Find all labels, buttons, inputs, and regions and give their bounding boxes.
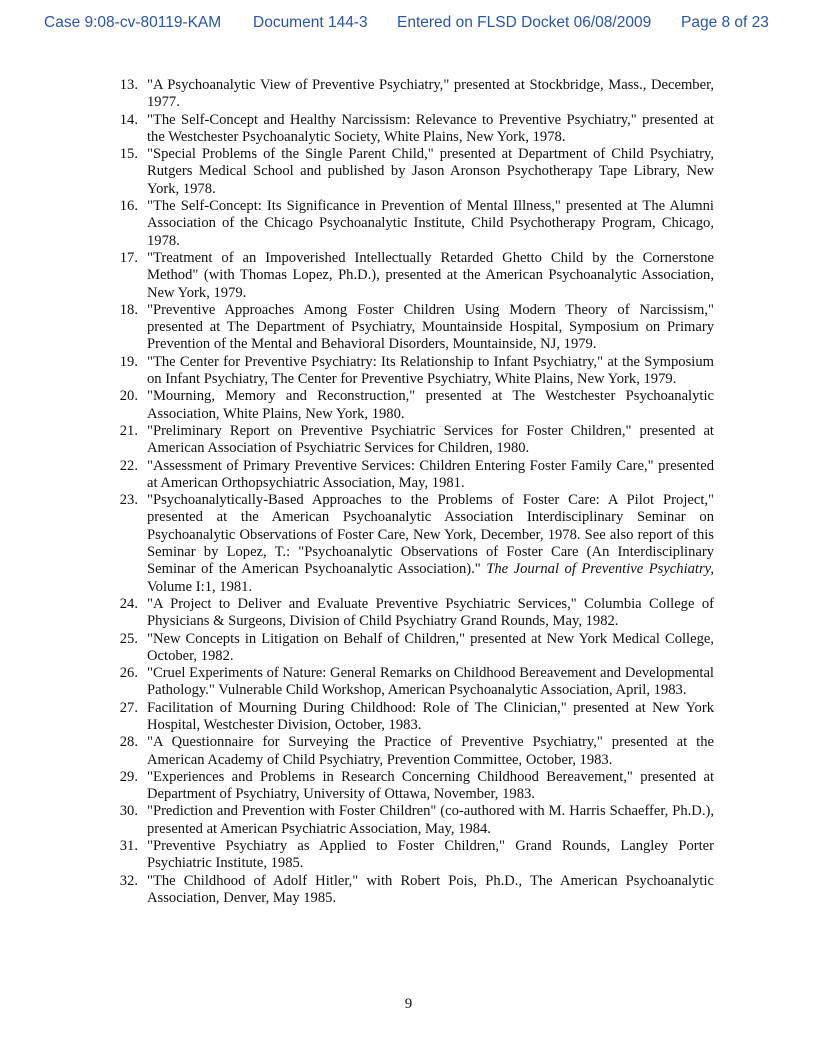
item-text: "Cruel Experiments of Nature: General Remarks on Childhood Bereavement and Developmental Pathology." Vulnerable Child Workshop, American Psychoanalytic Association, April, 1983.	[147, 665, 714, 699]
item-number: 27.	[119, 699, 138, 716]
item-number: 30.	[119, 803, 138, 820]
item-number: 17.	[119, 249, 138, 266]
list-item	[112, 803, 714, 838]
item-text: "Special Problems of the Single Parent Child," presented at Department of Child Psychiatry, Rutgers Medical School and published by Jason Aronson Psychotherapy Tape Library, New York, 1978.	[147, 146, 714, 197]
item-number: 18.	[119, 301, 138, 318]
item-text: "Preliminary Report on Preventive Psychiatric Services for Foster Children," presented at American Association of Psychiatric Services for Children, 1980.	[147, 422, 714, 457]
item-text: "Prediction and Prevention with Foster Children" (co-authored with M. Harris Schaeffer, Ph.D.), presented at American Psychiatric Association, May, 1984.	[147, 803, 714, 837]
list-item	[112, 354, 714, 389]
item-number: 15.	[119, 146, 138, 163]
list-item	[112, 112, 714, 147]
item-number: 28.	[119, 734, 138, 751]
item-number: 16.	[119, 198, 138, 215]
list-item	[112, 146, 714, 198]
item-number: 21.	[119, 422, 138, 439]
item-number: 22.	[119, 457, 138, 474]
item-number: 31.	[119, 838, 138, 855]
item-text: "The Self-Concept and Healthy Narcissism: Relevance to Preventive Psychiatry," presented at the Westchester Psychoanalytic Society, White Plains, New York, 1978.	[147, 111, 714, 145]
item-number: 24.	[119, 595, 138, 612]
item-text: "A Questionnaire for Surveying the Practice of Preventive Psychiatry," presented at the American Academy of Child Psychiatry, Prevention Committee, October, 1983.	[147, 734, 714, 768]
list-item	[112, 734, 714, 769]
list-item	[112, 492, 714, 596]
list-item	[112, 769, 714, 804]
item-text-tail: Volume I:1, 1981.	[147, 578, 253, 595]
item-number: 14.	[119, 111, 138, 128]
list-item	[112, 458, 714, 493]
item-number: 26.	[119, 665, 138, 682]
list-item	[112, 873, 714, 908]
item-text: "Psychoanalytically-Based Approaches to the Problems of Foster Care: A Pilot Project," presented at the American Psychoanalytic Association Interdisciplinary Seminar on Psychoanalytic Observations of Foster Care, New York, December, 1978. See also report of this Seminar by Lopez, T.: "Psychoanalytic Observations of Foster Care (An Interdisciplinary Seminar of the American Psychoanalytic Association)."	[147, 492, 714, 578]
item-text: "The Self-Concept: Its Significance in Prevention of Mental Illness," presented at The Alumni Association of the Chicago Psychoanalytic Institute, Child Psychotherapy Program, Chicago, 1978.	[147, 198, 714, 249]
document-number: Document 144-3	[253, 14, 368, 31]
list-item	[112, 838, 714, 873]
list-item	[112, 198, 714, 250]
item-text: "A Project to Deliver and Evaluate Preventive Psychiatric Services," Columbia College of Physicians & Surgeons, Division of Child Psychiatry Grand Rounds, May, 1982.	[147, 595, 714, 630]
page-of-total: Page 8 of 23	[681, 14, 769, 31]
list-item	[112, 423, 714, 458]
list-item	[112, 302, 714, 354]
docket-entry-date: Entered on FLSD Docket 06/08/2009	[397, 14, 652, 31]
item-text: "Preventive Approaches Among Foster Children Using Modern Theory of Narcissism," presented at The Department of Psychiatry, Mountainside Hospital, Symposium on Primary Prevention of the Mental and Behavioral Disorders, Mountainside, NJ, 1979.	[147, 301, 714, 353]
page-number: 9	[404, 996, 413, 1012]
item-number: 25.	[119, 630, 138, 647]
list-item	[112, 388, 714, 423]
item-text: "New Concepts in Litigation on Behalf of Children," presented at New York Medical College, October, 1982.	[147, 630, 714, 664]
presentation-list	[112, 77, 714, 907]
item-text: "A Psychoanalytic View of Preventive Psychiatry," presented at Stockbridge, Mass., December, 1977.	[147, 77, 714, 111]
item-number: 13.	[119, 77, 138, 93]
list-item	[112, 631, 714, 666]
item-number: 32.	[119, 872, 138, 889]
item-text: "Mourning, Memory and Reconstruction," presented at The Westchester Psychoanalytic Association, White Plains, New York, 1980.	[147, 388, 714, 422]
item-text: "Assessment of Primary Preventive Services: Children Entering Foster Family Care," presented at American Orthopsychiatric Association, May, 1981.	[147, 457, 714, 491]
list-item	[112, 596, 714, 631]
item-number: 19.	[119, 353, 138, 370]
list-item	[112, 665, 714, 700]
list-item	[112, 77, 714, 112]
journal-title: The Journal of Preventive Psychiatry,	[486, 561, 714, 578]
item-number: 23.	[119, 492, 138, 509]
item-number: 29.	[119, 768, 138, 785]
list-item	[112, 250, 714, 302]
item-number: 20.	[119, 388, 138, 405]
item-text: "Preventive Psychiatry as Applied to Foster Children," Grand Rounds, Langley Porter Psychiatric Institute, 1985.	[147, 838, 714, 872]
item-text: Facilitation of Mourning During Childhood: Role of The Clinician," presented at New York Hospital, Westchester Division, October, 1983.	[147, 699, 714, 733]
item-text: "The Center for Preventive Psychiatry: Its Relationship to Infant Psychiatry," at the Symposium on Infant Psychiatry, The Center for Preventive Psychiatry, White Plains, New York, 1979.	[147, 353, 714, 388]
item-text: "Experiences and Problems in Research Concerning Childhood Bereavement," presented at Department of Psychiatry, University of Ottawa, November, 1983.	[147, 768, 714, 803]
item-text: "The Childhood of Adolf Hitler," with Robert Pois, Ph.D., The American Psychoanalytic Association, Denver, May 1985.	[147, 872, 714, 906]
case-number: Case 9:08-cv-80119-KAM	[44, 14, 222, 31]
item-text: "Treatment of an Impoverished Intellectually Retarded Ghetto Child by the Cornerstone Method" (with Thomas Lopez, Ph.D.), presented at the American Psychoanalytic Association, New York, 1979.	[147, 249, 714, 301]
list-item	[112, 700, 714, 735]
